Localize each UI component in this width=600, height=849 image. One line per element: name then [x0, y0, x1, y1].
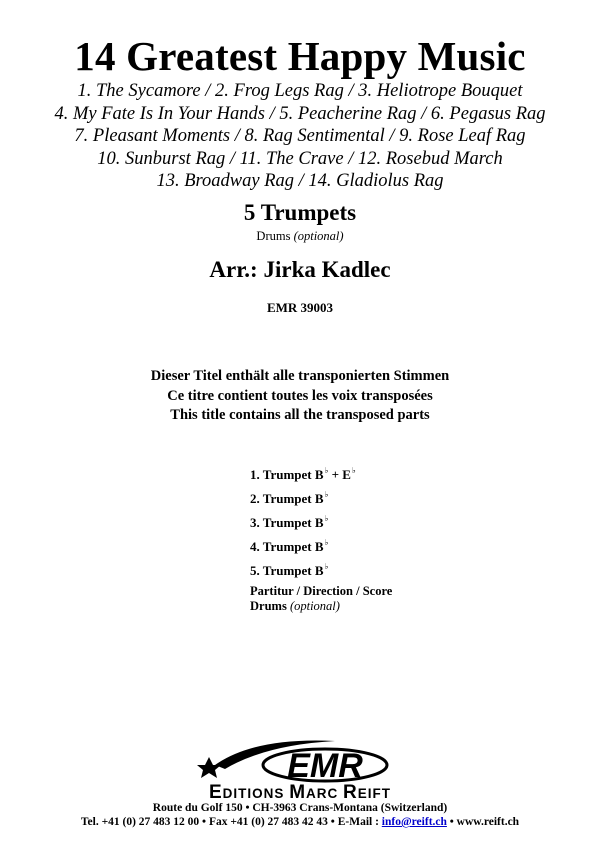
flat-icon: ♭ [351, 466, 356, 475]
score-drums-label: Drums [250, 599, 287, 613]
info-line-english: This title contains all the transposed parts [170, 407, 430, 423]
page-title: 14 Greatest Happy Music [74, 33, 526, 79]
part-item [250, 461, 356, 485]
emr-logo [195, 735, 435, 785]
song-list-line: 13. Broadway Rag / 14. Gladiolus Rag [156, 171, 444, 192]
part-item [250, 509, 356, 533]
flat-icon: ♭ [324, 514, 329, 523]
drums-label: Drums [256, 229, 291, 243]
part-item [250, 533, 356, 557]
part-label: 5. Trumpet B [250, 563, 324, 578]
publisher-name-part: R [343, 782, 358, 803]
flat-icon: ♭ [324, 490, 329, 499]
publisher-contact [0, 815, 600, 829]
publisher-name-part: M [289, 782, 307, 803]
song-list [0, 80, 600, 193]
flat-icon: ♭ [324, 538, 329, 547]
transposed-parts-info [0, 367, 600, 426]
part-item [250, 485, 356, 509]
score-info [250, 584, 392, 614]
publisher-name-part: EIFT [357, 786, 391, 801]
part-extra: + E [328, 467, 351, 482]
score-label: Partitur / Direction / Score [250, 584, 393, 598]
part-item [250, 557, 356, 581]
score-drums-line [250, 599, 392, 614]
score-optional-label: (optional) [289, 599, 340, 613]
song-list-line: 7. Pleasant Moments / 8. Rag Sentimental / 9. Rose Leaf Rag [74, 126, 526, 147]
flat-icon: ♭ [324, 562, 329, 571]
logo-text: EMR [287, 747, 363, 785]
parts-list [250, 461, 356, 581]
contact-website: • www.reift.ch [446, 816, 520, 828]
catalog-number: EMR 39003 [266, 300, 334, 315]
song-list-line: 10. Sunburst Rag / 11. The Crave / 12. Rosebud March [97, 148, 503, 169]
contact-phone-fax: Tel. +41 (0) 27 483 12 00 • Fax +41 (0) 27 483 42 43 • E-Mail : [80, 816, 382, 828]
flat-icon: ♭ [324, 466, 329, 475]
publisher-name-part: E [208, 782, 223, 803]
info-line-french: Ce titre contient toutes les voix transposées [167, 387, 433, 404]
publisher-address: Route du Golf 150 • CH-3963 Crans-Montana (Switzerland) [152, 802, 448, 814]
publisher-name-part: DITIONS [222, 786, 290, 801]
part-label: 1. Trumpet B [250, 467, 324, 482]
arranger: Arr.: Jirka Kadlec [209, 257, 391, 282]
email-link[interactable]: info@reift.ch [381, 816, 447, 828]
song-list-line: 1. The Sycamore / 2. Frog Legs Rag / 3. Heliotrope Bouquet [77, 81, 523, 101]
drums-optional-note [0, 229, 600, 244]
instrumentation: 5 Trumpets [243, 200, 357, 225]
part-label: 4. Trumpet B [250, 539, 324, 554]
part-label: 2. Trumpet B [250, 491, 324, 506]
publisher-name-part: ARC [306, 786, 344, 801]
song-list-line: 4. My Fate Is In Your Hands / 5. Peacherine Rag / 6. Pegasus Rag [54, 103, 546, 124]
part-label: 3. Trumpet B [250, 515, 324, 530]
info-line-german: Dieser Titel enthält alle transponierten Stimmen [150, 368, 450, 384]
optional-label: (optional) [293, 229, 344, 243]
